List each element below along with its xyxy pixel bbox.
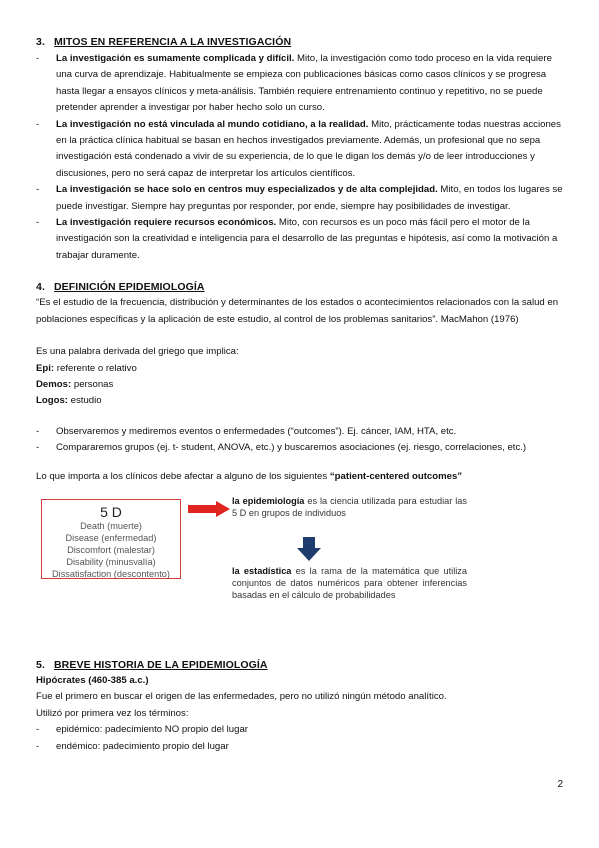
meaning: es la ciencia utilizada para estudiar las 5 D en grupos de individuos: [232, 495, 468, 519]
five-d-title: 5 D: [100, 503, 122, 520]
outcomes-text: Lo que importa a los clínicos debe afectar a alguno de los siguientes: [36, 470, 330, 482]
myth-explanation: Mito, en todos los lugares se puede investigar. Siempre hay preguntas por responder, por ende, siempre hay posibilidades de investigar.: [56, 184, 563, 212]
myth-statement: La investigación requiere recursos económicos.: [56, 217, 277, 229]
five-d-item: Dissatisfaction (descontento): [52, 568, 170, 579]
section-title: BREVE HISTORIA DE LA EPIDEMIOLOGÍA: [54, 658, 268, 671]
history-line: Fue el primero en buscar el origen de las enfermedades, pero no utilizó ningún método analítico.: [36, 691, 447, 703]
meaning: referente o relativo: [54, 362, 137, 374]
etymology-intro: Es una palabra derivada del griego que implica:: [36, 346, 239, 358]
term: Demos:: [36, 378, 72, 390]
meaning: estudio: [67, 395, 102, 407]
outcomes-line: [36, 469, 564, 485]
five-d-item: Disease (enfermedad): [65, 532, 157, 543]
myths-list: [36, 51, 564, 264]
section-number: 4.: [36, 281, 45, 294]
hippocrates-heading: [36, 673, 564, 689]
list-item: [36, 117, 564, 183]
definition-quote: “Es el estudio de la frecuencia, distribución y determinantes de los estados o acontecimientos relacionados con la salud en poblaciones específicas y la aplicación de este estudio, al control de los problemas sanitarios”. MacMahon (1976): [36, 297, 559, 325]
page-number: 2: [557, 779, 563, 790]
term: Epi:: [36, 362, 55, 374]
list-item: - Compararemos grupos (ej. t- student, ANOVA, etc.) y buscaremos asociaciones (ej. riesgo, correlaciones, etc.): [36, 440, 564, 456]
five-d-box: [41, 499, 181, 579]
myth-statement: La investigación se hace solo en centros muy especializados y de alta complejidad.: [56, 184, 438, 196]
five-d-item: Death (muerte): [80, 520, 142, 531]
five-d-figure: [36, 493, 564, 615]
meaning: es la rama de la matemática que utiliza conjuntos de datos numéricos para obtener inferencias basadas en el cálculo de probabilidades: [232, 565, 467, 601]
section-title: DEFINICIÓN EPIDEMIOLOGÍA: [54, 281, 205, 294]
history-line: Utilizó por primera vez los términos:: [36, 707, 189, 719]
section-title: MITOS EN REFERENCIA A LA INVESTIGACIÓN: [54, 36, 292, 48]
list-item: [36, 51, 564, 117]
section-5-heading: [36, 659, 564, 671]
right-arrow-icon: [188, 501, 230, 517]
down-arrow-icon: [297, 537, 321, 561]
section-number: 3.: [36, 36, 45, 48]
page-content: [36, 36, 564, 755]
hippocrates-name: Hipócrates (460-385 a.c.): [36, 674, 149, 686]
term: Logos:: [36, 395, 68, 407]
epidemiology-list: [36, 424, 564, 457]
list-item: [36, 215, 564, 264]
term: la estadística: [232, 565, 292, 576]
myth-explanation: Mito, la investigación como todo proceso en la vida requiere una curva de aprendizaje. Habitualmente se empieza con publicaciones básicas como casos clínicos y se progresa hasta llegar a ensayos clínicos y meta-análisis. También requiere entrenamiento continuo y repetitivo, no se puede pretender aprender a investigar por haber hecho solo un curso.: [56, 53, 552, 114]
statistics-description: [232, 565, 467, 602]
term: la epidemiología: [232, 495, 305, 506]
etymology-epi: [36, 361, 564, 377]
terms-list: [36, 722, 564, 755]
section-number: 5.: [36, 658, 45, 671]
list-item: - epidémico: padecimiento NO propio del lugar: [36, 722, 564, 738]
section-3-heading: [36, 36, 564, 48]
five-d-item: Discomfort (malestar): [67, 544, 155, 555]
etymology-logos: [36, 393, 564, 409]
myth-statement: La investigación es sumamente complicada y difícil.: [56, 53, 295, 64]
list-item: [36, 182, 564, 215]
myth-explanation: Mito, prácticamente todas nuestras acciones en la práctica clínica habitual se basan en hechos investigados previamente. Además, un profesional que no sepa investigación está condenado a vivir de su experiencia, de lo que le digan los demás y/o de leer introducciones y discusiones, pero no será capaz de interpretar los artículos científicos.: [56, 118, 561, 179]
section-4-heading: [36, 281, 564, 293]
epidemiology-description: [232, 495, 467, 519]
myth-statement: La investigación no está vinculada al mundo cotidiano, a la realidad.: [56, 118, 369, 130]
five-d-item: Disability (minusvalía): [66, 556, 156, 567]
myth-explanation: Mito, con recursos es un poco más fácil pero el motor de la investigación son la creatividad e inteligencia para el desarrollo de las preguntas e hipótesis, así como la motivación a trabajar duramente.: [56, 217, 558, 261]
meaning: personas: [71, 378, 114, 390]
etymology-demos: [36, 377, 564, 393]
list-item: - endémico: padecimiento propio del lugar: [36, 739, 564, 755]
outcomes-term: “patient-centered outcomes”: [329, 470, 463, 482]
list-item: - Observaremos y mediremos eventos o enfermedades (“outcomes”). Ej. cáncer, IAM, HTA, etc.: [36, 424, 564, 440]
